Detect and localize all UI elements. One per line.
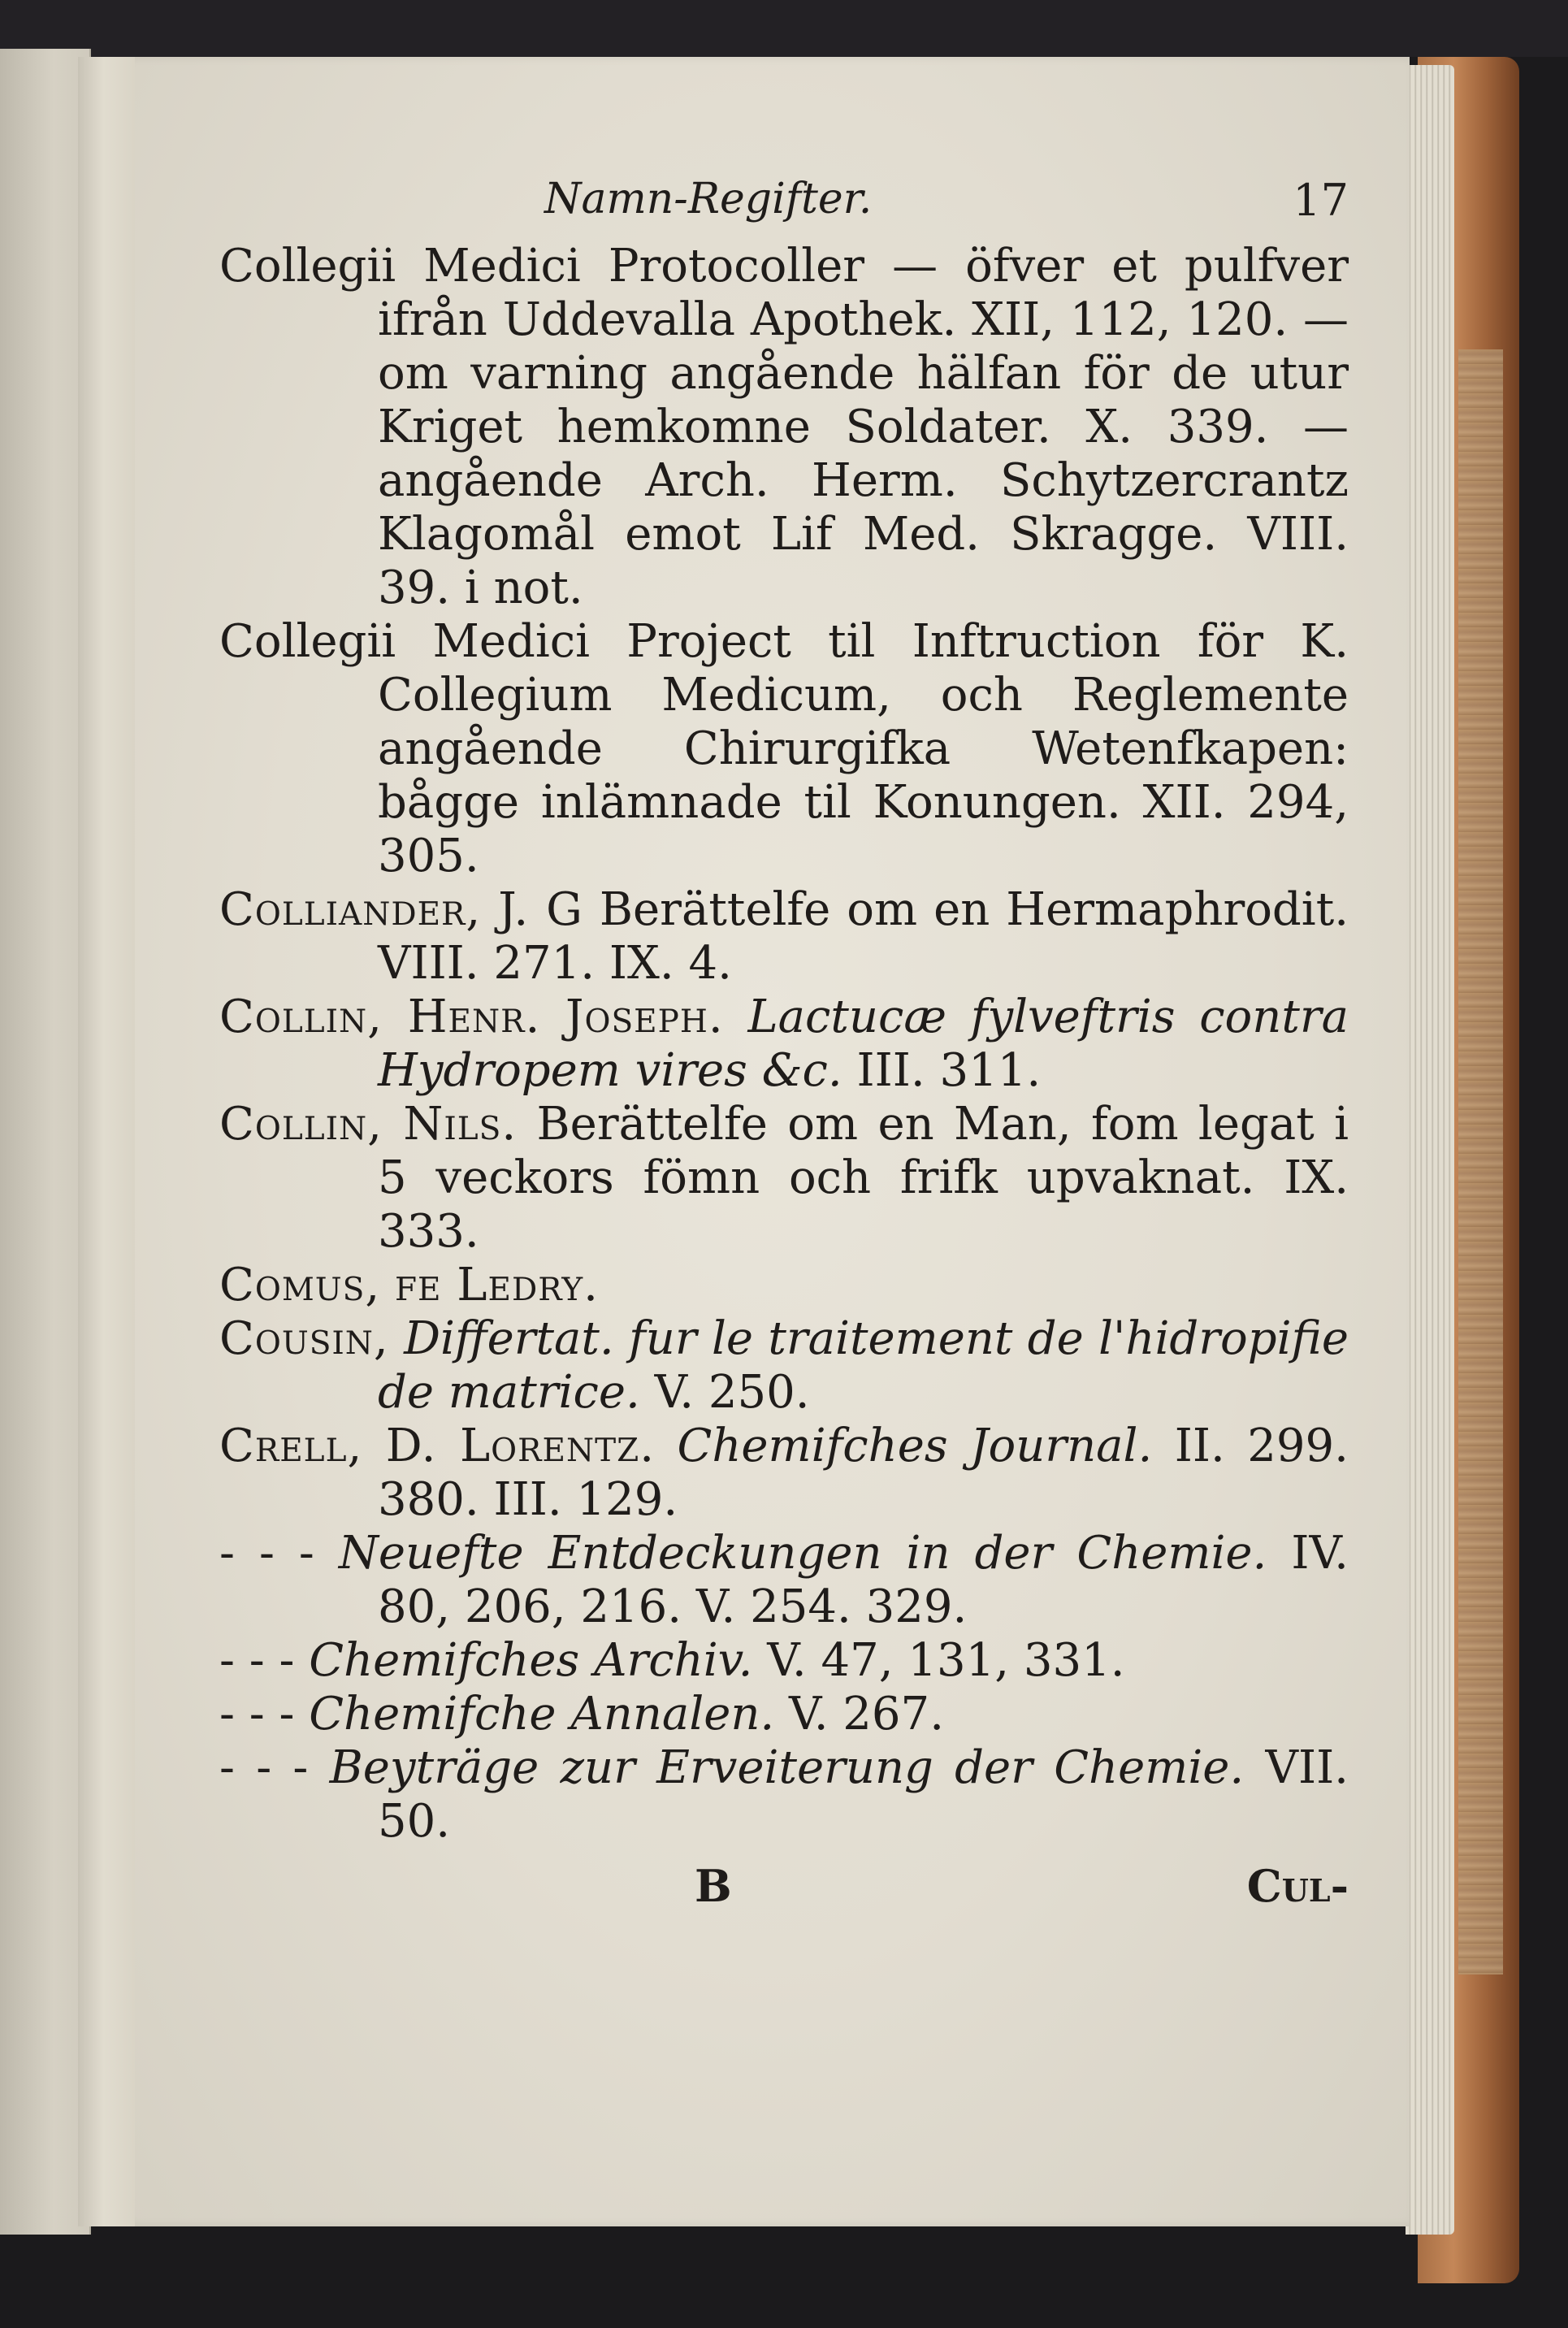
index-entry: [219, 1420, 1349, 1527]
entry-text: III. 311.: [856, 1044, 1042, 1097]
entry-name: Colliander, J. G: [219, 883, 583, 936]
entry-text: V. 267.: [789, 1688, 944, 1741]
entry-work-title: Lactucæ fylveftris contra Hydropem vires &c.: [378, 991, 1349, 1097]
index-entry: [219, 883, 1349, 991]
index-entry: [219, 1312, 1349, 1420]
page-stack-edge: [1406, 65, 1454, 2235]
entry-work-title: Beyträge zur Erveiterung der Chemie.: [329, 1741, 1245, 1794]
binding-texture: [1458, 349, 1503, 1975]
entry-text: V. 47, 131, 331.: [767, 1634, 1125, 1687]
book-page: [122, 57, 1410, 2226]
scan-background: [0, 0, 1568, 57]
entry-name: Comus,: [219, 1259, 381, 1311]
entry-ditto: - - -: [219, 1634, 295, 1687]
entry-text: Collegii Medici Project til Inftruction för K. Collegium Medicum, och Reglemente angående Chirurgifka Wetenfkapen: bågge inlämnade til Konungen. XII. 294, 305.: [219, 615, 1349, 882]
signature-mark: B: [695, 1860, 732, 1912]
entry-ditto: - - -: [219, 1688, 295, 1741]
entry-text: IV. 80, 206, 216. V. 254. 329.: [378, 1527, 1349, 1633]
entry-name: Collin, Nils.: [219, 1098, 518, 1151]
entry-text: V. 250.: [654, 1366, 810, 1419]
entry-work-title: Chemifche Annalen.: [309, 1688, 775, 1741]
running-header: [219, 175, 1349, 240]
entry-text: VII. 50.: [378, 1741, 1349, 1848]
entry-text: Berättelfe om en Hermaphrodit. VIII. 271. IX. 4.: [378, 883, 1349, 990]
entry-text: fe Ledry.: [394, 1259, 599, 1311]
index-entry: [219, 1098, 1349, 1259]
catchword: Cul-: [1246, 1860, 1349, 1912]
entry-ditto: - - -: [219, 1527, 314, 1580]
page-gutter: [78, 57, 135, 2226]
index-entry: [219, 1688, 1349, 1741]
entry-work-title: Chemifches Archiv.: [309, 1634, 753, 1687]
entry-work-title: Differtat. fur le traitement de l'hidropifie de matrice.: [378, 1312, 1349, 1419]
index-entry: [219, 615, 1349, 883]
entry-name: Cousin,: [219, 1312, 389, 1365]
entry-name: Crell, D. Lorentz.: [219, 1420, 655, 1472]
index-entry: [219, 1527, 1349, 1634]
entry-text: Collegii Medici Protocoller — öfver et pulfver ifrån Uddevalla Apothek. XII, 112, 120. — om varning angående hälfan för de utur Kriget hemkomne Soldater. X. 339. — angående Arch. Herm. Schytzercrantz Klagomål emot Lif Med. Skragge. VIII. 39. i not.: [219, 240, 1349, 614]
entry-name: Collin, Henr. Joseph.: [219, 991, 724, 1043]
entry-text: II. 299. 380. III. 129.: [378, 1420, 1349, 1526]
running-title: Namn-Regifter.: [544, 175, 873, 223]
page-footer: [219, 1860, 1349, 1925]
index-entry: [219, 1634, 1349, 1688]
index-entry: [219, 240, 1349, 615]
entry-ditto: - - -: [219, 1741, 309, 1794]
index-entry: [219, 991, 1349, 1098]
entry-list: [219, 240, 1349, 1849]
page-content: [219, 175, 1349, 1925]
entry-work-title: Chemifches Journal.: [677, 1420, 1153, 1472]
page-number: 17: [1293, 175, 1349, 226]
entry-work-title: Neuefte Entdeckungen in der Chemie.: [338, 1527, 1267, 1580]
entry-text: Berättelfe om en Man, fom legat i 5 veckors fömn och frifk upvaknat. IX. 333.: [378, 1098, 1349, 1258]
index-entry: [219, 1259, 1349, 1312]
index-entry: [219, 1741, 1349, 1849]
